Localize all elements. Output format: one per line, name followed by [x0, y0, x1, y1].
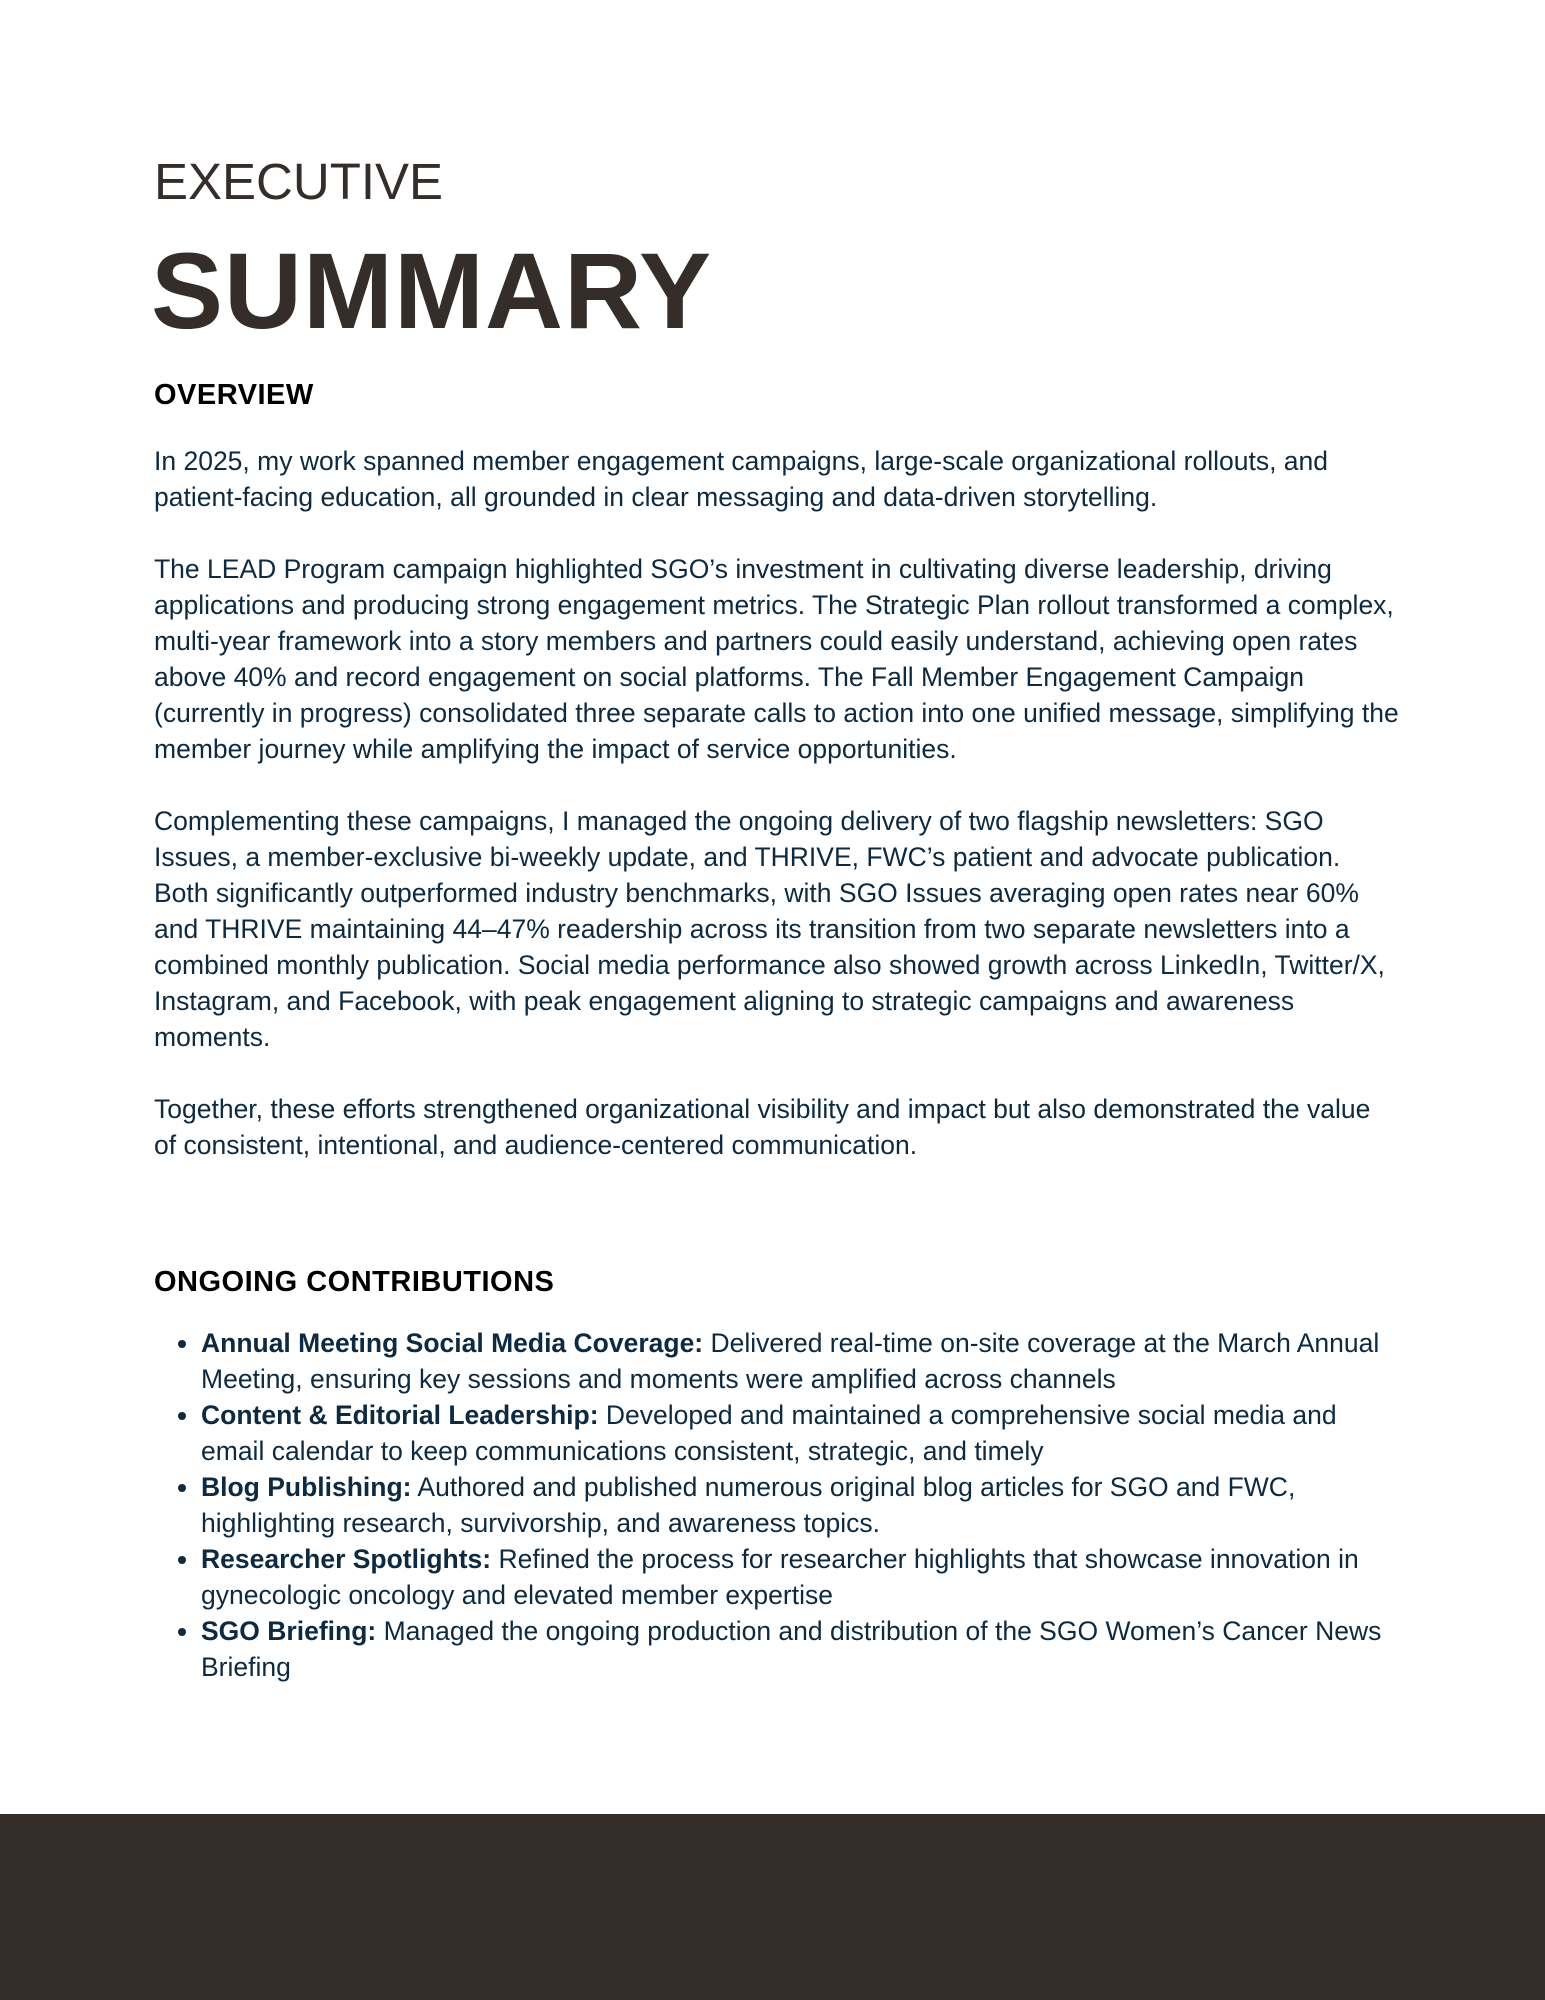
footer-band [0, 1814, 1545, 2000]
item-text: Delivered real-time on-site coverage at the March Annual Meeting, ensuring key sessions and moments were amplified across channels [201, 1328, 1380, 1394]
contributions-heading: ONGOING CONTRIBUTIONS [154, 1266, 555, 1298]
list-item [201, 1541, 1399, 1613]
item-label: Blog Publishing: [201, 1472, 412, 1502]
item-label: Researcher Spotlights: [201, 1544, 492, 1574]
item-label: Annual Meeting Social Media Coverage: [201, 1328, 704, 1358]
item-label: Content & Editorial Leadership: [201, 1400, 599, 1430]
title-line-2: SUMMARY [151, 230, 712, 351]
list-item [201, 1397, 1399, 1469]
overview-heading: OVERVIEW [154, 379, 314, 411]
item-text: Developed and maintained a comprehensive social media and email calendar to keep communications consistent, strategic, and timely [201, 1400, 1337, 1466]
list-item [201, 1469, 1399, 1541]
list-item [201, 1613, 1399, 1685]
item-text: Managed the ongoing production and distribution of the SGO Women’s Cancer News Briefing [201, 1616, 1382, 1682]
item-label: SGO Briefing: [201, 1616, 377, 1646]
title-line-1: EXECUTIVE [154, 153, 444, 210]
paragraph: The LEAD Program campaign highlighted SGO’s investment in cultivating diverse leadership, driving applications and producing strong engagement metrics. The Strategic Plan rollout transformed a complex, multi-year framework into a story members and partners could easily understand, achieving open rates above 40% and record engagement on social platforms. The Fall Member Engagement Campaign (currently in progress) consolidated three separate calls to action into one unified message, simplifying the member journey while amplifying the impact of service opportunities. [154, 554, 1399, 764]
paragraph: Complementing these campaigns, I managed the ongoing delivery of two flagship newsletters: SGO Issues, a member-exclusive bi-weekly update, and THRIVE, FWC’s patient and advocate publication. Both significantly outperformed industry benchmarks, with SGO Issues averaging open rates near 60% and THRIVE maintaining 44–47% readership across its transition from two separate newsletters into a combined monthly publication. Social media performance also showed growth across LinkedIn, Twitter/X, Instagram, and Facebook, with peak engagement aligning to strategic campaigns and awareness moments. [154, 806, 1385, 1052]
contributions-list [154, 1325, 1399, 1685]
item-text: Authored and published numerous original blog articles for SGO and FWC, highlighting research, survivorship, and awareness topics. [201, 1472, 1296, 1538]
overview-body [154, 443, 1399, 1199]
paragraph: In 2025, my work spanned member engagement campaigns, large-scale organizational rollouts, and patient-facing education, all grounded in clear messaging and data-driven storytelling. [154, 446, 1329, 512]
paragraph: Together, these efforts strengthened organizational visibility and impact but also demonstrated the value of consistent, intentional, and audience-centered communication. [154, 1094, 1371, 1160]
item-text: Refined the process for researcher highlights that showcase innovation in gynecologic oncology and elevated member expertise [201, 1544, 1359, 1610]
list-item [201, 1325, 1399, 1397]
